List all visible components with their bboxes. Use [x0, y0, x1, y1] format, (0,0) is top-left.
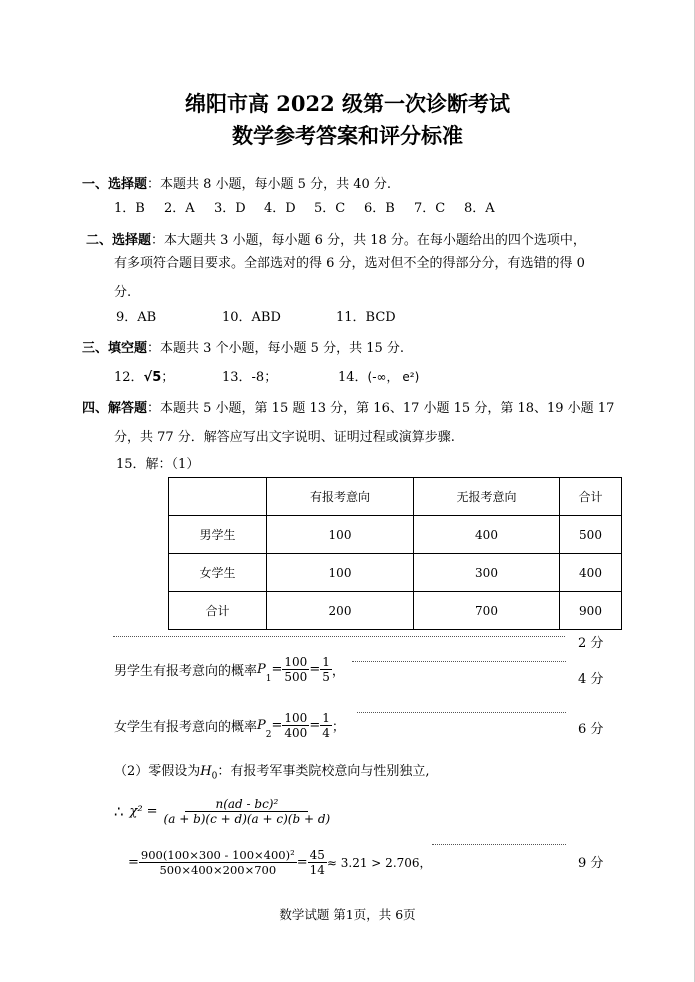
part2-hypothesis: [114, 760, 430, 782]
table-row: [169, 554, 622, 592]
answer-14-prefix: 14．: [338, 370, 368, 385]
table-cell: 700: [414, 592, 560, 630]
answer-3: 3．D: [214, 201, 246, 216]
probability-1-symbol: P: [257, 662, 266, 677]
answer-12-suffix: ；: [161, 370, 175, 385]
equals-sign: =: [271, 718, 283, 733]
fraction-denominator: 400: [284, 726, 308, 740]
section2-label: 二、选择题: [86, 233, 152, 248]
equals-sign: =: [146, 804, 158, 819]
probability-1-text: 男学生有报考意向的概率: [114, 664, 258, 679]
table-header-cell: 有报考意向: [267, 478, 414, 516]
table-cell: 100: [267, 516, 414, 554]
section1-answers: [114, 197, 514, 216]
probability-2-sub: 2: [265, 730, 272, 740]
part2-prefix: （2）零假设为: [114, 764, 201, 779]
equals-sign: =: [271, 662, 283, 677]
equals-sign: =: [128, 855, 139, 870]
fraction-denominator: 4: [322, 726, 330, 740]
page-title: 绵阳市高 2022 级第一次诊断考试: [184, 91, 511, 116]
section3-answers: [114, 366, 174, 385]
answer-14: [338, 366, 419, 385]
table-cell: 500: [560, 516, 622, 554]
answer-6: 6．B: [364, 201, 395, 216]
table-cell: 900: [560, 592, 622, 630]
probability-line-1: [114, 655, 345, 684]
fraction-numerator: 100: [284, 711, 308, 725]
answer-10: 10．ABD: [222, 310, 281, 325]
table-cell: 400: [414, 516, 560, 554]
table-cell: 合计: [169, 592, 267, 630]
section1-desc: ：本题共 8 小题，每小题 5 分，共 40 分.: [147, 177, 392, 192]
table-cell: 400: [560, 554, 622, 592]
answer-13: 13．-8；: [222, 370, 278, 385]
section2-desc3: 分.: [114, 285, 132, 300]
answer-12-prefix: 12．: [114, 370, 144, 385]
table-cell: 300: [414, 554, 560, 592]
answer-5: 5．C: [314, 201, 346, 216]
fraction: [320, 711, 332, 740]
fraction-numerator: 900(100×300 - 100×400)²: [140, 848, 295, 862]
section3-heading: [82, 337, 404, 356]
answer-4: 4．D: [264, 201, 296, 216]
section2-desc2: 有多项符合题目要求。全部选对的得 6 分，选对但不全的得部分分，有选错的得 0: [114, 256, 585, 271]
chi-symbol: χ²: [129, 804, 143, 819]
section3-label: 三、填空题: [82, 341, 148, 356]
dotted-leader: [113, 636, 565, 637]
section1-heading: [82, 173, 391, 192]
equals-sign: =: [296, 855, 308, 870]
fraction-denominator: 14: [309, 863, 325, 877]
answer-1: 1．B: [114, 201, 145, 216]
equals-sign: =: [309, 662, 321, 677]
probability-1-tail: ，: [331, 664, 345, 679]
chi-square-formula: [114, 797, 332, 826]
dotted-leader: [357, 712, 566, 713]
fraction-numerator: 100: [284, 655, 308, 669]
table-row: [169, 592, 622, 630]
answer-8: 8．A: [464, 201, 495, 216]
fraction: [282, 711, 309, 740]
score-mark-9: 9 分: [578, 856, 604, 871]
fraction-denominator: 500: [284, 670, 308, 684]
score-mark-6: 6 分: [578, 722, 604, 737]
table-header-cell: 无报考意向: [414, 478, 560, 516]
probability-line-2: [114, 711, 345, 740]
section4-desc1: ：本题共 5 小题，第 15 题 13 分，第 16、17 小题 15 分，第 18、19 小题 17: [147, 401, 615, 416]
page-footer: 数学试题 第1页，共 6页: [279, 907, 416, 922]
equals-sign: =: [309, 718, 321, 733]
section3-desc: ：本题共 3 个小题，每小题 5 分，共 15 分.: [147, 341, 405, 356]
table-header-row: [169, 478, 622, 516]
chi-square-calculation: [128, 848, 432, 877]
section4-heading: [82, 397, 614, 416]
part2-rest: ：有报考军事类院校意向与性别独立,: [217, 764, 430, 779]
chi-square-fraction: [162, 797, 333, 826]
question-15-label: 15．解：（1）: [116, 457, 200, 472]
answer-14-value: (-∞， e²): [367, 370, 420, 384]
probability-2-symbol: P: [257, 718, 266, 733]
probability-2-text: 女学生有报考意向的概率: [114, 720, 258, 735]
fraction-numerator: 1: [322, 655, 330, 669]
table-cell: 200: [267, 592, 414, 630]
probability-1-sub: 1: [265, 674, 272, 684]
score-mark-2: 2 分: [578, 636, 604, 651]
section4-desc2: 分，共 77 分．解答应写出文字说明、证明过程或演算步骤.: [114, 430, 455, 445]
dotted-leader: [352, 661, 566, 662]
fraction-numerator: 1: [322, 711, 330, 725]
probability-2-tail: ；: [331, 720, 345, 735]
h0-symbol: H: [200, 764, 212, 779]
table-row: [169, 516, 622, 554]
fraction: [282, 655, 309, 684]
answer-2: 2．A: [164, 201, 195, 216]
table-cell: 女学生: [169, 554, 267, 592]
section4-label: 四、解答题: [82, 401, 148, 416]
answer-7: 7．C: [414, 201, 446, 216]
fraction-denominator: 500×400×200×700: [159, 863, 277, 877]
table-header-cell: 合计: [560, 478, 622, 516]
therefore-symbol: ∴: [114, 802, 124, 821]
table-header-cell: [169, 478, 267, 516]
fraction-numerator: n(ad - bc)²: [185, 797, 308, 812]
section2-heading: [86, 229, 586, 248]
fraction-denominator: (a + b)(c + d)(a + c)(b + d): [163, 812, 331, 826]
answer-11: 11．BCD: [336, 310, 396, 325]
answer-9: 9．AB: [116, 310, 157, 325]
h0-sub: 0: [211, 771, 218, 782]
calculation-result: ≈ 3.21 > 2.706，: [326, 856, 432, 870]
calculation-fraction: [139, 848, 297, 877]
section2-answers: [116, 306, 396, 325]
fraction-numerator: 45: [309, 848, 325, 862]
fraction-denominator: 5: [322, 670, 330, 684]
score-mark-4: 4 分: [578, 672, 604, 687]
fraction: [308, 848, 327, 877]
answer-12-value: √5: [143, 370, 162, 385]
fraction: [320, 655, 332, 684]
table-cell: 100: [267, 554, 414, 592]
table-cell: 男学生: [169, 516, 267, 554]
page-subtitle: 数学参考答案和评分标准: [232, 123, 463, 148]
section1-label: 一、选择题: [82, 177, 148, 192]
contingency-table: [168, 477, 622, 630]
section2-desc1: ：本大题共 3 小题，每小题 6 分，共 18 分。在每小题给出的四个选项中，: [151, 233, 586, 248]
dotted-leader: [432, 844, 566, 845]
